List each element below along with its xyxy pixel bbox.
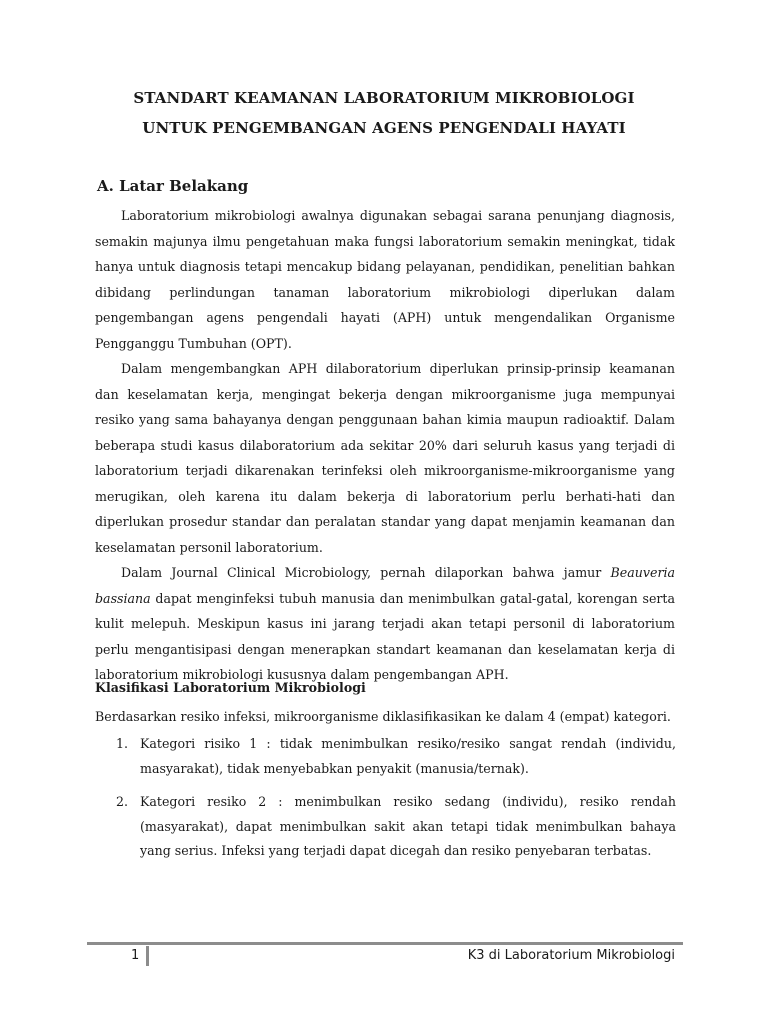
paragraph-1: Laboratorium mikrobiologi awalnya digunakan sebagai sarana penunjang diagnosis, semakin majunya ilmu pengetahuan maka fungsi laboratorium semakin meningkat, tidak hanya untuk diagnosis tetapi mencakup bidang pelayanan, pendidikan, penelitian bahkan dibidang perlindungan tanaman laboratorium mikrobiologi diperlukan dalam pengembangan agens pengendali hayati (APH) untuk mengendalikan Organisme Pengganggu Tumbuhan (OPT). bbox=[95, 208, 675, 351]
paragraph-3 bbox=[95, 560, 675, 688]
list-item bbox=[116, 732, 676, 781]
classification-heading: Klasifikasi Laboratorium Mikrobiologi bbox=[95, 680, 366, 695]
paragraph-3-end: dapat menginfeksi tubuh manusia dan menimbulkan gatal-gatal, korengan serta kulit melepuh. Meskipun kasus ini jarang terjadi akan tetapi personil di laboratorium perlu mengantisipasi dengan menerapkan standart keamanan dan keselamatan kerja di laboratorium mikrobiologi kususnya dalam pengembangan APH. bbox=[95, 590, 675, 682]
footer-running-title: K3 di Laboratorium Mikrobiologi bbox=[467, 948, 675, 963]
paragraph-3-start: Dalam Journal Clinical Microbiology, pernah dilaporkan bahwa jamur bbox=[121, 565, 611, 580]
footer-separator bbox=[146, 946, 149, 966]
document-title-line-1: STANDART KEAMANAN LABORATORIUM MIKROBIOLOGI bbox=[133, 89, 635, 107]
species-name: Beauveria bassiana bbox=[95, 565, 675, 606]
list-item-number: 1. bbox=[116, 736, 129, 751]
document-title-line-2: UNTUK PENGEMBANGAN AGENS PENGENDALI HAYATI bbox=[142, 119, 626, 137]
list-item-number: 2. bbox=[116, 794, 129, 809]
classification-intro: Berdasarkan resiko infeksi, mikroorganisme diklasifikasikan ke dalam 4 (empat) kategori. bbox=[95, 709, 671, 724]
list-item-text: Kategori resiko 2 : menimbulkan resiko sedang (individu), resiko rendah (masyarakat), dapat menimbulkan sakit akan tetapi tidak menimbulkan bahaya yang serius. Infeksi yang terjadi dapat dicegah dan resiko penyebaran terbatas. bbox=[140, 794, 676, 858]
section-a-body bbox=[95, 203, 675, 688]
list-item-text: Kategori risiko 1 : tidak menimbulkan resiko/resiko sangat rendah (individu, masyarakat), tidak menyebabkan penyakit (manusia/ternak). bbox=[140, 736, 676, 776]
footer-divider bbox=[87, 942, 683, 945]
section-a-heading: A. Latar Belakang bbox=[97, 177, 249, 195]
list-item bbox=[116, 790, 676, 864]
footer-page-number: 1 bbox=[131, 948, 140, 963]
paragraph-2: Dalam mengembangkan APH dilaboratorium diperlukan prinsip-prinsip keamanan dan keselamatan kerja, mengingat bekerja dengan mikroorganisme juga mempunyai resiko yang sama bahayanya dengan penggunaan bahan kimia maupun radioaktif. Dalam beberapa studi kasus dilaboratorium ada sekitar 20% dari seluruh kasus yang terjadi di laboratorium terjadi dikarenakan terinfeksi oleh mikroorganisme-mikroorganisme yang merugikan, oleh karena itu dalam bekerja di laboratorium perlu berhati-hati dan diperlukan prosedur standar dan peralatan standar yang dapat menjamin keamanan dan keselamatan personil laboratorium. bbox=[95, 361, 675, 555]
